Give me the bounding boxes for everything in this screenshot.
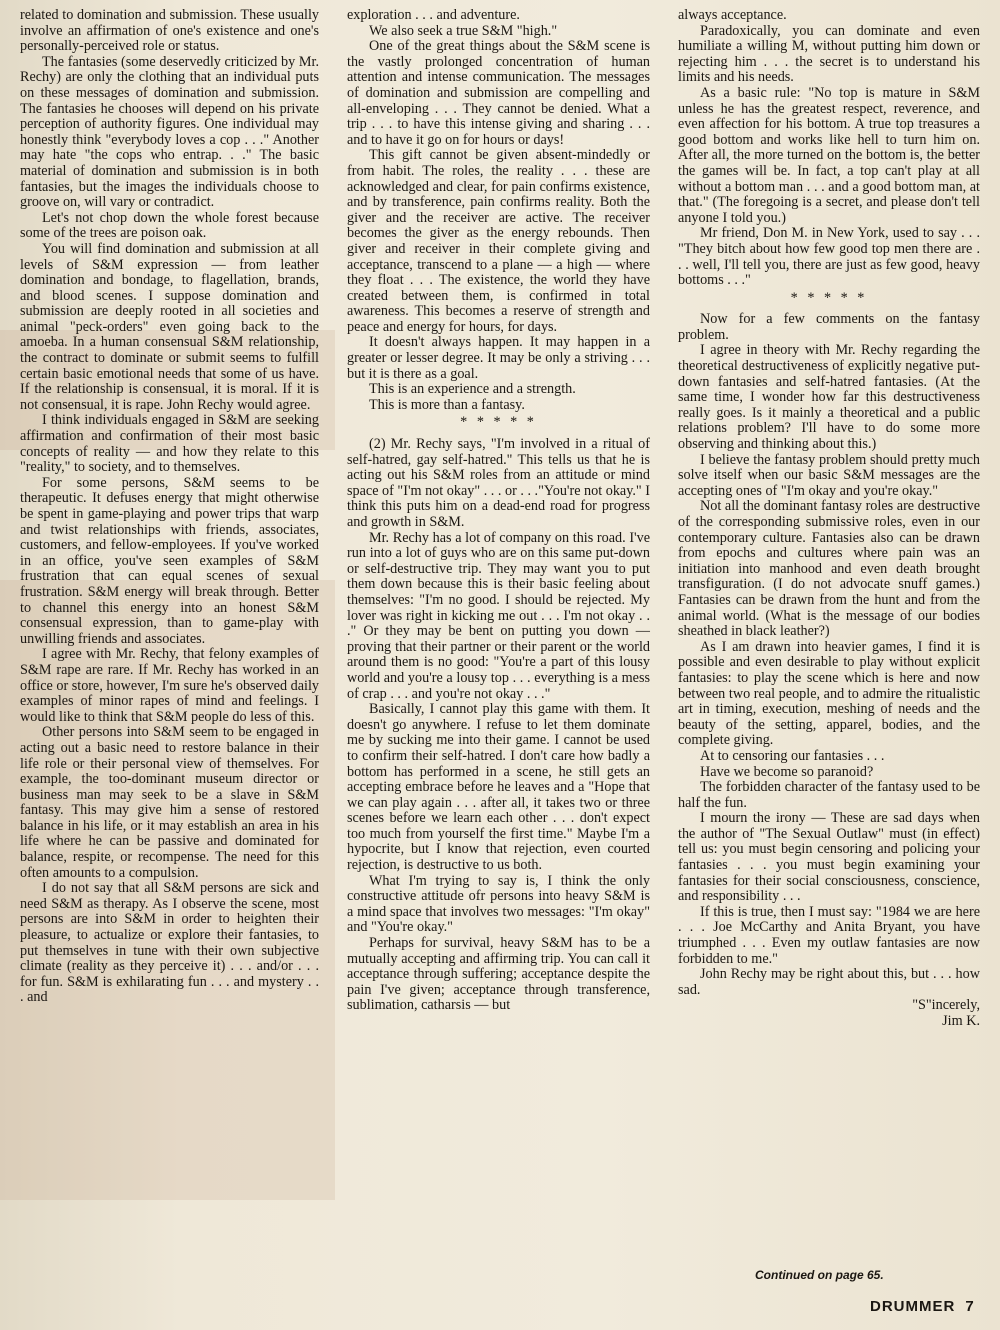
paragraph: This gift cannot be given absent-mindedly or from habit. The roles, the reality . . . these are acknowledged and clear, for pain confirms existence, and by transference, pain confirms reality. Both the giver and the receiver are active. The receiver becomes the giver as the energy rebounds. Then giver and receiver in their complete giving and acceptance, transcend to a plane — a high — where they float . . . The existence, the world they have created between them, is confirmed in total awareness. This becomes a reserve of strength and peace and energy for hours, for days.	[347, 147, 650, 335]
paragraph: I mourn the irony — These are sad days when the author of "The Sexual Outlaw" must (in effect) tell us: you must begin censoring and policing your fantasies . . . you must begin examining your fantasies for their social consciousness, conscience, and responsibility . . .	[678, 810, 980, 905]
magazine-name: DRUMMER	[870, 1298, 956, 1315]
signature-line: "S"incerely,	[912, 997, 980, 1014]
paragraph: related to domination and submission. These usually involve an affirmation of one's existence and one's personally-perceived role or status.	[20, 7, 319, 55]
paragraph: always acceptance.	[678, 7, 787, 23]
paragraph: This is an experience and a strength.	[369, 381, 576, 398]
paragraph: For some persons, S&M seems to be therapeutic. It defuses energy that might otherwise be spent in game-playing and power trips that warp and twist relationships with friends, associates, customers, and fellow-employees. If you've worked in an office, you've seen examples of S&M frustration that can equal scenes of sexual frustration. S&M energy will break through. Better to channel this energy into an honest S&M consensual expression, than to game-play with unwilling friends and associates.	[20, 474, 319, 647]
paragraph: If this is true, then I must say: "1984 we are here . . . Joe McCarthy and Anita Bryant, you have triumphed . . . Even my outlaw fantasies are now forbidden to me."	[678, 903, 980, 967]
signature-line: Jim K.	[942, 1013, 980, 1029]
text-column-right	[678, 8, 980, 1030]
paragraph: This is more than a fantasy.	[369, 396, 525, 413]
paragraph: I do not say that all S&M persons are sick and need S&M as therapy. As I observe the scene, most persons are into S&M in order to heighten their pleasure, to actualize or explore their fantasies, to put themselves in tune with their own subjective climate (reality as they perceive it) . . . and/or . . . for fun. S&M is exhilarating fun . . . and mystery . . . and	[20, 880, 319, 1006]
section-break: * * * * *	[460, 414, 537, 431]
paragraph: As I am drawn into heavier games, I find it is possible and even desirable to play without explicit fantasies: to play the scene which is here and now between two real people, and to admire the ritualistic art in timing, execution, meshing of needs and the beauty of the setting, apparel, bodies, and the complete giving.	[678, 638, 980, 749]
paragraph: Let's not chop down the whole forest because some of the trees are poison oak.	[20, 209, 319, 242]
paragraph: One of the great things about the S&M scene is the vastly prolonged concentration of human attention and intense communication. The messages of domination and submission are compelling and all-enveloping . . . They cannot be denied. What a trip . . . to have this intense giving and sharing . . . and to have it go on for hours or days!	[347, 38, 650, 148]
paragraph: We also seek a true S&M "high."	[369, 22, 558, 39]
paragraph: What I'm trying to say is, I think the only constructive attitude ofr persons into heavy S&M is a mind space that involves two messages: "I'm okay" and "You're okay."	[347, 872, 650, 936]
paragraph: Other persons into S&M seem to be engaged in acting out a basic need to restore balance in their life role or their personal view of themselves. For example, the too-dominant museum director or business man may seek to be a slave in S&M fantasy. This may give him a sense of restored balance in his life, or it may establish an area in his life where he can be passive and dominated for balance, respite, or recompense. The need for this often amounts to a compulsion.	[20, 724, 319, 881]
page-number: 7	[965, 1298, 975, 1315]
paragraph: I agree in theory with Mr. Rechy regarding the theoretical destructiveness of explicitly negative put-down fantasies and self-hatred fantasies. (At the same time, I wonder how far this destructiveness really goes. Is it mainly a theoretical and a public relations problem? I'll have to do some more observing and thinking about this.)	[678, 342, 980, 453]
paragraph: Mr friend, Don M. in New York, used to say . . . "They bitch about how few good top men there are . . . well, I'll tell you, there are just as few good, heavy bottoms . . ."	[678, 225, 980, 289]
paragraph: exploration . . . and adventure.	[347, 7, 520, 23]
paragraph: John Rechy may be right about this, but . . . how sad.	[678, 966, 980, 998]
paragraph: Not all the dominant fantasy roles are destructive of the corresponding submissive roles, even in our contemporary culture. Fantasies also can be drawn from epochs and cultures where pain was an initiation into manhood and even death brought transfiguration. (I do not advocate snuff games.) Fantasies can be drawn from the hunt and from the animal world. (What is the message of our bodies sheathed in black leather?)	[678, 498, 980, 640]
paragraph: As a basic rule: "No top is mature in S&M unless he has the greatest respect, reverence, and even affection for his bottom. A true top treasures a good bottom and works like hell to turn him on. After all, the more turned on the bottom is, the better the games will be. In fact, a top can't play at all without a bottom man . . . and a good bottom man, at that." (The foregoing is a secret, and please don't tell anyone I told you.)	[678, 84, 980, 226]
text-column-middle	[347, 8, 650, 1014]
paragraph: Now for a few comments on the fantasy problem.	[678, 311, 980, 343]
paragraph: You will find domination and submission at all levels of S&M expression — from leather domination and bondage, to flagellation, brands, and blood scenes. I suppose domination and submission are deeply rooted in all societies and animal "peck-orders" even going back to the amoeba. In a human consensual S&M relationship, the contract to dominate or submit seems to fulfill certain basic emotional needs that some of us have. If the relationship is consensual, it is moral. If it is not consensual, it is rape. John Rechy would agree.	[20, 240, 319, 413]
paragraph: Basically, I cannot play this game with them. It doesn't go anywhere. I refuse to let them dominate me by sucking me into their game. I cannot be used to confirm their self-hatred. I don't care how badly a bottom has performed in a scene, he still gets an accepting embrace before he leaves and a "Hope that we can play again . . . after all, it takes two or three scenes before we learn each other . . . don't expect too much from yourself the first time." Maybe I'm a hypocrite, but I know that rejection, even courted rejection, is destructive to us both.	[347, 701, 650, 874]
section-break: * * * * *	[790, 289, 868, 306]
paragraph: At to censoring our fantasies . . .	[700, 747, 885, 764]
continued-note: Continued on page 65.	[755, 1268, 884, 1282]
text-column-left	[20, 8, 319, 1006]
paragraph: I believe the fantasy problem should pretty much solve itself when our basic S&M messages are the accepting ones of "I'm okay and you're okay."	[678, 451, 980, 499]
paragraph: It doesn't always happen. It may happen in a greater or lesser degree. It may be only a striving . . . but it is there as a goal.	[347, 334, 650, 382]
paragraph: (2) Mr. Rechy says, "I'm involved in a ritual of self-hatred, gay self-hatred." This tells us that he is acting out his S&M roles from an attitude or mind space of "I'm not okay" . . . or . . ."You're not okay." I think this puts him on a dead-end road for progress and growth in S&M.	[347, 436, 650, 530]
paragraph: Have we become so paranoid?	[700, 763, 874, 780]
paragraph: I think individuals engaged in S&M are seeking affirmation and confirmation of their most basic concepts of reality — and how they relate to this "reality," to society, and to themselves.	[20, 412, 319, 476]
paragraph: Mr. Rechy has a lot of company on this road. I've run into a lot of guys who are on this same put-down or self-destructive trip. They may want you to put them down because this is their basic feeling about themselves: "I'm no good. I should be rejected. My lover was right in kicking me out . . . I'm not okay . . ." Or they may be bent on putting you down — proving that their partner or their parent or the world around them is no good: "You're a part of this lousy world and you're a lousy top . . . everything is a mess of crap . . . and you're not okay . . ."	[347, 529, 650, 702]
page-footer	[870, 1298, 975, 1315]
paragraph: I agree with Mr. Rechy, that felony examples of S&M rape are rare. If Mr. Rechy has worked in an office or store, however, I'm sure he's observed daily examples of minor rapes of mind and feelings. I would like to think that S&M people do less of this.	[20, 646, 319, 725]
paragraph: Paradoxically, you can dominate and even humiliate a willing M, without putting him down or rejecting him . . . the secret is to understand his limits and his needs.	[678, 22, 980, 86]
paragraph: The fantasies (some deservedly criticized by Mr. Rechy) are only the clothing that an individual puts on these messages of domination and submission. The fantasies he chooses will depend on his private perception of authority figures. One individual may honestly think "everybody loves a cop . . ." Another may hate "the cops who entrap. . ." The basic material of domination and submission is in both fantasies, but the images the individuals choose to groove on, will vary or contradict.	[20, 53, 319, 211]
paragraph: Perhaps for survival, heavy S&M has to be a mutually accepting and affirming trip. You can call it acceptance through suffering; acceptance despite the pain I've given; acceptance through transference, sublimation, catharsis — but	[347, 935, 650, 1014]
paragraph: The forbidden character of the fantasy used to be half the fun.	[678, 779, 980, 811]
